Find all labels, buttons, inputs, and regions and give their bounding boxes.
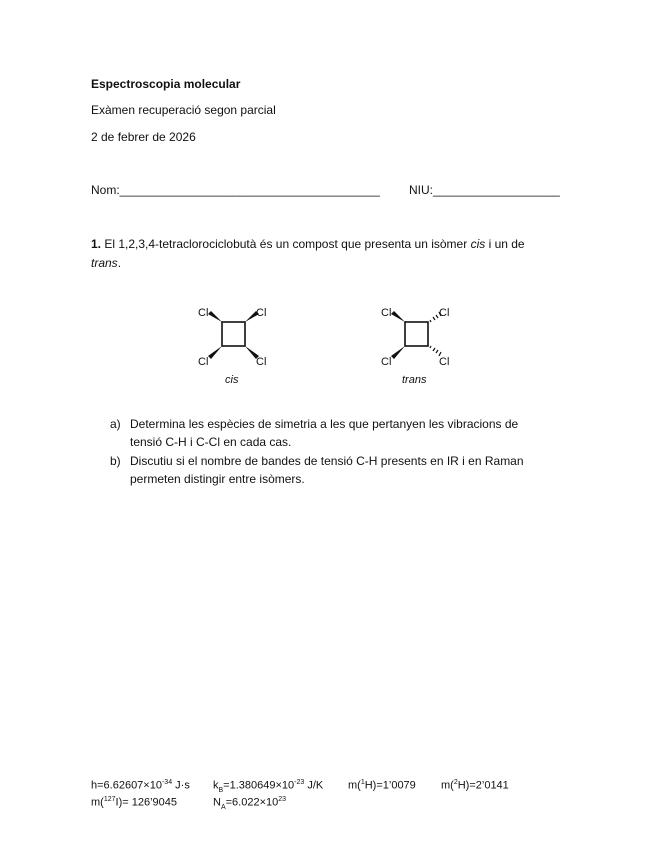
constant-na: $N_A=6.022\times 10^{23}$ <box>213 796 287 811</box>
trans-structure <box>373 300 463 370</box>
cis-ring <box>222 322 245 346</box>
trans-cl-tl: Cl <box>381 307 392 319</box>
trans-wedge-tl <box>391 311 405 322</box>
niu-line: ___________________ <box>433 183 560 197</box>
cis-wedge-tl <box>208 311 222 322</box>
name-label: Nom: <box>91 183 120 197</box>
exam-date: 2 de febrer de 2026 <box>91 130 196 144</box>
cis-cl-bl: Cl <box>198 356 209 368</box>
name-line: _______________________________________ <box>119 183 380 197</box>
question-text: El 1,2,3,4-tetraclorociclobutà és un compost que presenta un isòmer <box>101 237 471 251</box>
cis-caption: cis <box>225 374 239 386</box>
trans-caption: trans <box>402 374 427 386</box>
cis-wedge-bl <box>208 346 222 359</box>
course-title: Espectroscopia molecular <box>91 77 241 91</box>
trans-hash-br <box>430 346 441 356</box>
niu-field[interactable] <box>409 183 560 197</box>
question-text-2: i un de <box>485 237 525 251</box>
trans-word: trans <box>91 256 118 270</box>
subquestion-letter: b) <box>110 454 121 468</box>
subquestion-line: Discutiu si el nombre de bandes de tensió C-H presents en IR i en Raman <box>130 454 524 468</box>
cis-cl-br: Cl <box>256 356 267 368</box>
constant-kb: $k_B=1.380649\times 10^{-23}$ J/K <box>213 779 324 794</box>
subquestion-letter: a) <box>110 417 121 431</box>
constant-mass-h1: m($^1$H)=1’0079 <box>348 779 416 792</box>
question-1 <box>91 235 525 273</box>
exam-title: Exàmen recuperació segon parcial <box>91 103 276 117</box>
question-number: 1. <box>91 237 102 251</box>
niu-label: NIU: <box>409 183 433 197</box>
constant-mass-h2: m($^2$H)=2’0141 <box>441 779 509 792</box>
cis-word: cis <box>470 237 486 251</box>
cis-cl-tl: Cl <box>198 307 209 319</box>
subquestion-line: tensió C-H i C-Cl en cada cas. <box>130 435 292 449</box>
cis-structure <box>190 300 280 370</box>
trans-cl-bl: Cl <box>381 356 392 368</box>
trans-ring <box>405 322 428 346</box>
trans-cl-br: Cl <box>439 356 450 368</box>
constant-h: $h=6.62607\times 10^{-34}$ J·s <box>91 779 190 792</box>
trans-wedge-bl <box>391 346 405 359</box>
question-text-3: . <box>117 256 122 270</box>
subquestion-line: Determina les espècies de simetria a les que pertanyen les vibracions de <box>130 417 519 431</box>
subquestion-line: permeten distingir entre isòmers. <box>130 472 305 486</box>
name-field[interactable] <box>91 183 380 197</box>
trans-cl-tr: Cl <box>439 307 450 319</box>
cis-cl-tr: Cl <box>256 307 267 319</box>
constant-mass-i127: m($^{127}$I)= 126’9045 <box>91 796 177 809</box>
